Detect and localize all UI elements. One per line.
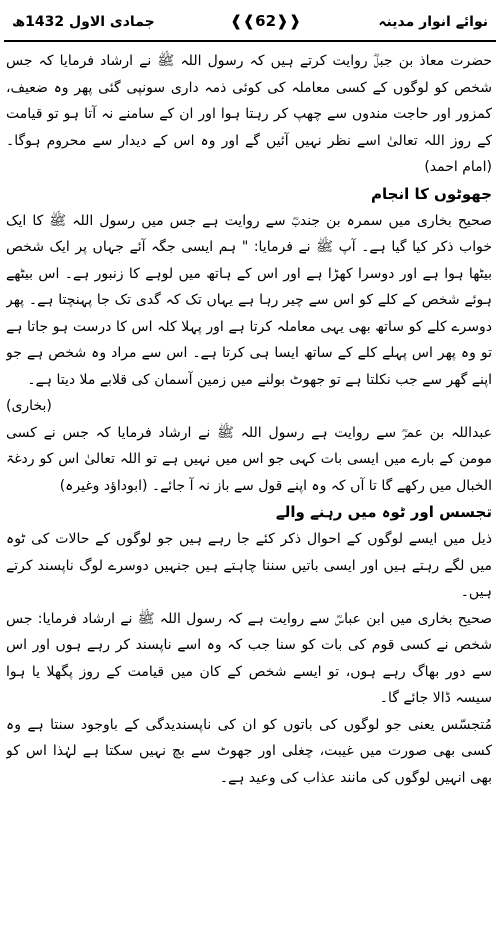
paragraph-conclusion: مُتجسّس یعنی جو لوگوں کی باتوں کو ان کی ناپسندیدگی کے باوجود سنتا ہے وہ کسی بھی صورت میں غیبت، چغلی اور جھوٹ سے بچ نہیں سکتا ہے لہٰذا اس کو بھی انہیں لوگوں کی مانند عذاب کی وعید ہے۔ <box>6 716 492 786</box>
paragraph-muadh: حضرت معاذ بن جبلؓ روایت کرتے ہیں کہ رسول اللہ ﷺ نے ارشاد فرمایا کہ جس شخص کو لوگوں کے کسی معاملہ کی کوئی ذمہ داری سونپی گئی پھر وہ ضعیف، کمزور اور حاجت مندوں سے چھپ کر رہتا ہوا اور ان کے سامنے نہ آتا ہو تو قیامت کے روز اللہ تعالیٰ اسے نظر نہیں آئیں گے اور وہ اس کے دیدار سے محروم ہوگا۔ (امام احمد) <box>6 53 492 175</box>
paragraph-samurah: صحیح بخاری میں سمرہ بن جندبؓ سے روایت ہے جس میں رسول اللہ ﷺ کا ایک خواب ذکر کیا گیا ہے۔ آپ ﷺ نے فرمایا: " ہم ایسی جگہ آئے جہاں پر ایک شخص بیٹھا ہوا ہے اور دوسرا کھڑا ہے اور اس کے ہاتھ میں لوہے کا زنبور ہے۔ اس بیٹھے ہوئے شخص کے کلے کو اس سے چیر رہا ہے یہاں تک کہ گدی تک جا پہنچتا ہے۔ پھر دوسرے کلے کو ساتھ بھی یہی معاملہ کرتا ہے اور پہلا کلہ اس کا درست ہو جاتا ہے تو وہ پھر اس پہلے کلے کے ساتھ ایسا ہی کرتا ہے۔ اس سے مراد وہ شخص ہے جو اپنے گھر سے جب نکلتا ہے تو جھوٹ بولنے میں زمین آسمان کی قلابے ملا دیتا ہے۔ <box>6 212 492 388</box>
paragraph-ibn-abbas: صحیح بخاری میں ابن عباسؓ سے روایت ہے کہ رسول اللہ ﷺ نے ارشاد فرمایا: جس شخص نے کسی قوم کی بات کو سنا جب کہ وہ اسے ناپسند کر رہے ہوں اور اس سے دور بھاگ رہے ہوں، تو ایسے شخص کے کان میں قیامت کے روز پگھلا یا ہوا سیسہ ڈالا جائے گا۔ <box>6 610 492 706</box>
ornament-right-icon: ❱❱ <box>276 12 302 30</box>
page-number-value: 62 <box>255 12 277 30</box>
header-date: جمادی الاول 1432ھ <box>12 14 155 30</box>
section-heading-liars: جھوٹوں کا انجام <box>371 184 492 203</box>
paragraph-intro-spying: ذیل میں ایسے لوگوں کے احوال ذکر کئے جا رہے ہیں جو لوگوں کے حالات کی ٹوہ میں لگے رہتے ہیں اور ایسی باتیں سننا چاہتے ہیں جنہیں دوسرے لوگ ناپسند کرتے ہیں۔ <box>6 531 492 600</box>
page-number <box>230 12 301 30</box>
paragraph-ibn-umar: عبداللہ بن عمرؓ سے روایت ہے رسول اللہ ﷺ نے ارشاد فرمایا کہ جس نے کسی مومن کے بارے میں ایسی بات کہی جو اس میں نہیں ہے تو اللہ تعالیٰ اس کو ردغۃ الخبال میں رکھے گا تا آں کہ وہ اپنے قول سے باز نہ آ جائے۔ (ابوداؤد وغیرہ) <box>6 424 492 494</box>
article-body <box>6 48 492 921</box>
page-header <box>4 6 496 42</box>
magazine-title: نوائے انوار مدینہ <box>378 14 488 30</box>
section-heading-spying: تجسس اور ٹوہ میں رہنے والے <box>275 503 492 521</box>
citation-bukhari: (بخاری) <box>6 398 52 414</box>
ornament-left-icon: ❰❰ <box>230 12 256 30</box>
